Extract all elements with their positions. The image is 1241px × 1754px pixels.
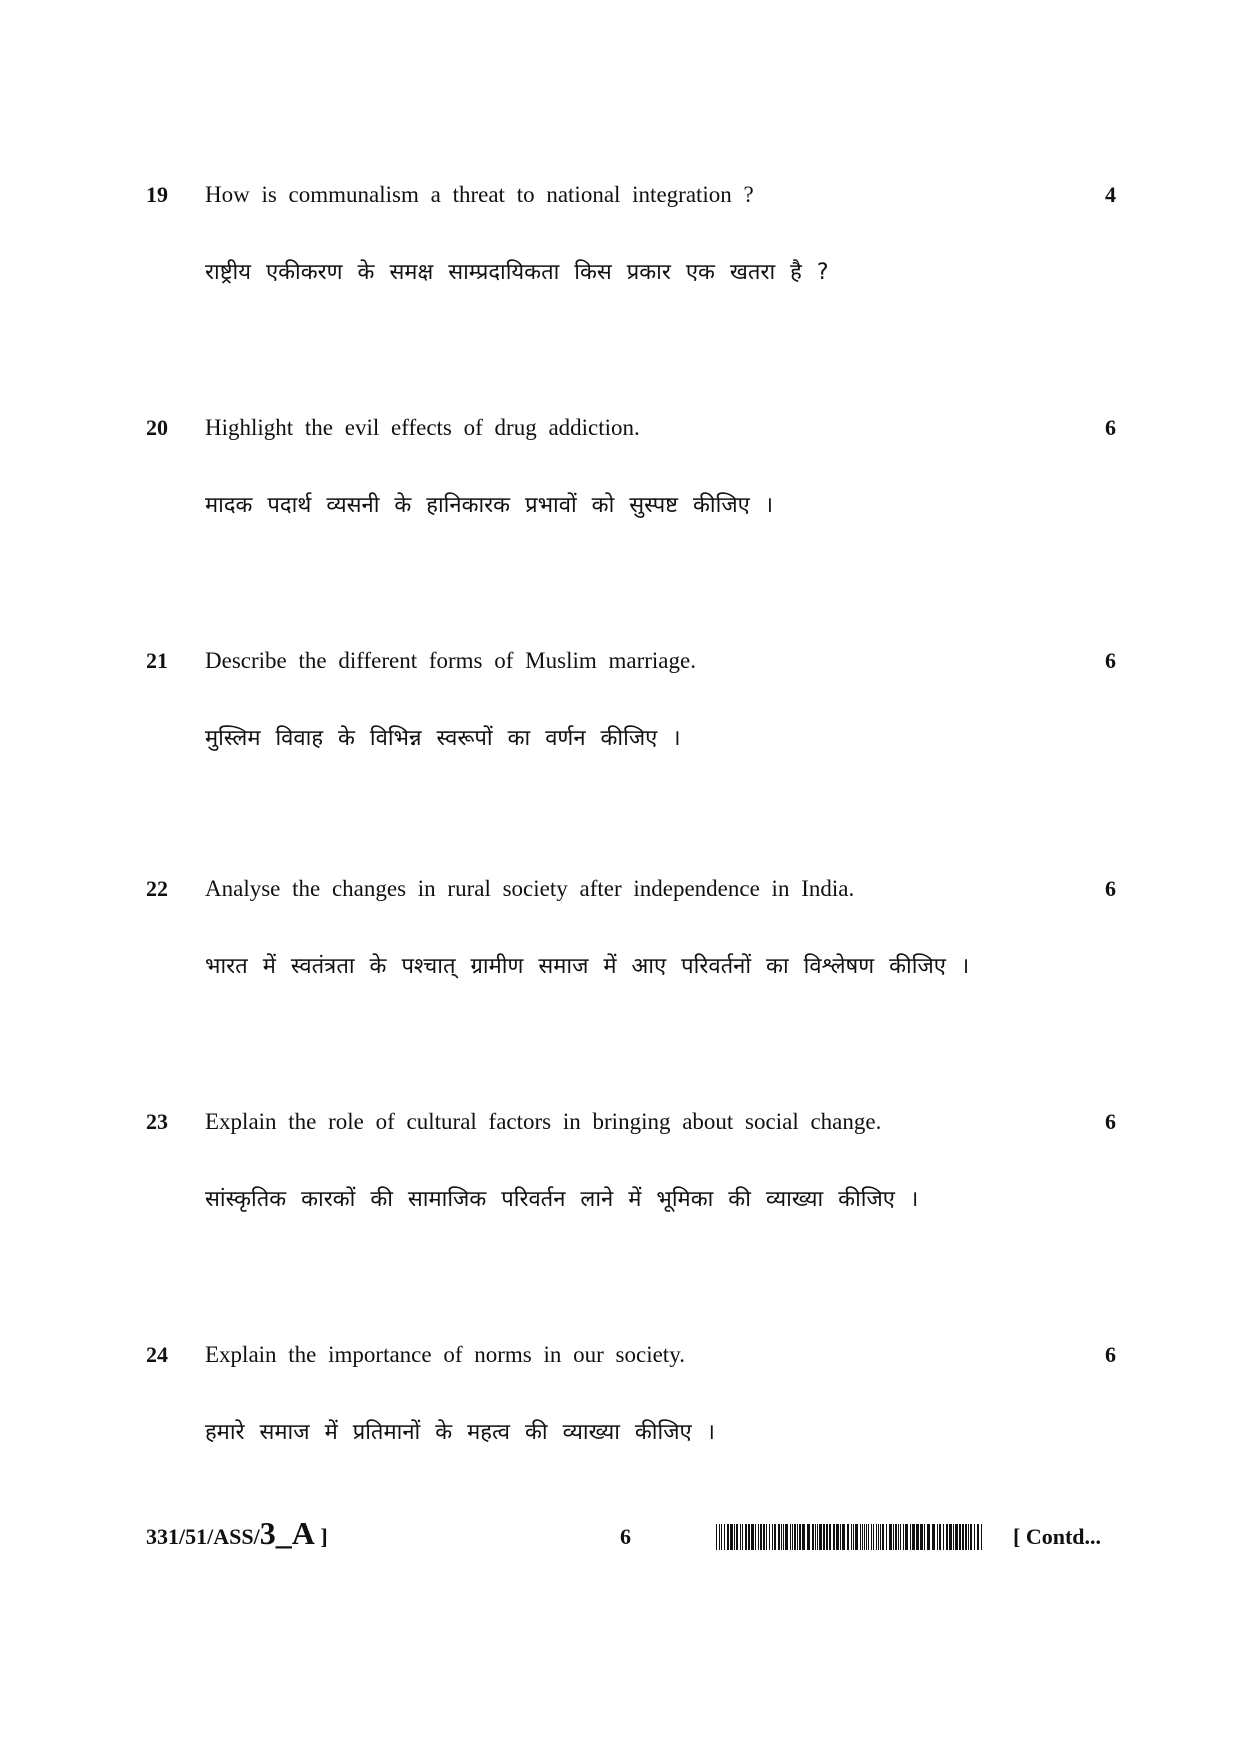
page-number: 6 xyxy=(620,1524,631,1549)
question-text-english: Describe the different forms of Muslim marriage. xyxy=(205,648,696,673)
question-text-english: Highlight the evil effects of drug addiction. xyxy=(205,415,640,440)
question-number: 23 xyxy=(146,1109,168,1134)
question-text-hindi: हमारे समाज में प्रतिमानों के महत्व की व्याख्या कीजिए । xyxy=(205,1420,716,1445)
question-text-english: Analyse the changes in rural society after independence in India. xyxy=(205,876,855,901)
paper-code xyxy=(146,1515,328,1552)
question-number: 24 xyxy=(146,1342,168,1367)
question-number: 21 xyxy=(146,648,168,673)
question-marks: 6 xyxy=(1105,415,1116,440)
question-number: 19 xyxy=(146,182,168,207)
question-text-english: How is communalism a threat to national integration ? xyxy=(205,182,754,207)
question-text-hindi: मुस्लिम विवाह के विभिन्न स्वरूपों का वर्णन कीजिए । xyxy=(205,726,681,751)
page-footer xyxy=(0,1512,1241,1562)
question-text-hindi: मादक पदार्थ व्यसनी के हानिकारक प्रभावों को सुस्पष्ट कीजिए । xyxy=(205,493,774,518)
question-number: 20 xyxy=(146,415,168,440)
question-text-english: Explain the importance of norms in our society. xyxy=(205,1342,685,1367)
barcode-icon xyxy=(716,1524,984,1550)
continued-label: [ Contd... xyxy=(1013,1524,1102,1549)
question-marks: 6 xyxy=(1105,876,1116,901)
question-text-hindi: सांस्कृतिक कारकों की सामाजिक परिवर्तन लाने में भूमिका की व्याख्या कीजिए । xyxy=(205,1187,919,1212)
question-text-english: Explain the role of cultural factors in bringing about social change. xyxy=(205,1109,882,1134)
question-marks: 6 xyxy=(1105,1342,1116,1367)
question-marks: 4 xyxy=(1105,182,1116,207)
question-text-hindi: भारत में स्वतंत्रता के पश्चात् ग्रामीण समाज में आए परिवर्तनों का विश्लेषण कीजिए । xyxy=(205,954,970,979)
paper-code-prefix: 331/51/ASS/ xyxy=(146,1524,260,1549)
question-marks: 6 xyxy=(1105,1109,1116,1134)
question-text-hindi: राष्ट्रीय एकीकरण के समक्ष साम्प्रदायिकता किस प्रकार एक खतरा है ? xyxy=(205,260,829,285)
paper-code-suffix: ] xyxy=(314,1524,328,1549)
question-number: 22 xyxy=(146,876,168,901)
question-marks: 6 xyxy=(1105,648,1116,673)
paper-code-set: 3_A xyxy=(259,1515,315,1551)
